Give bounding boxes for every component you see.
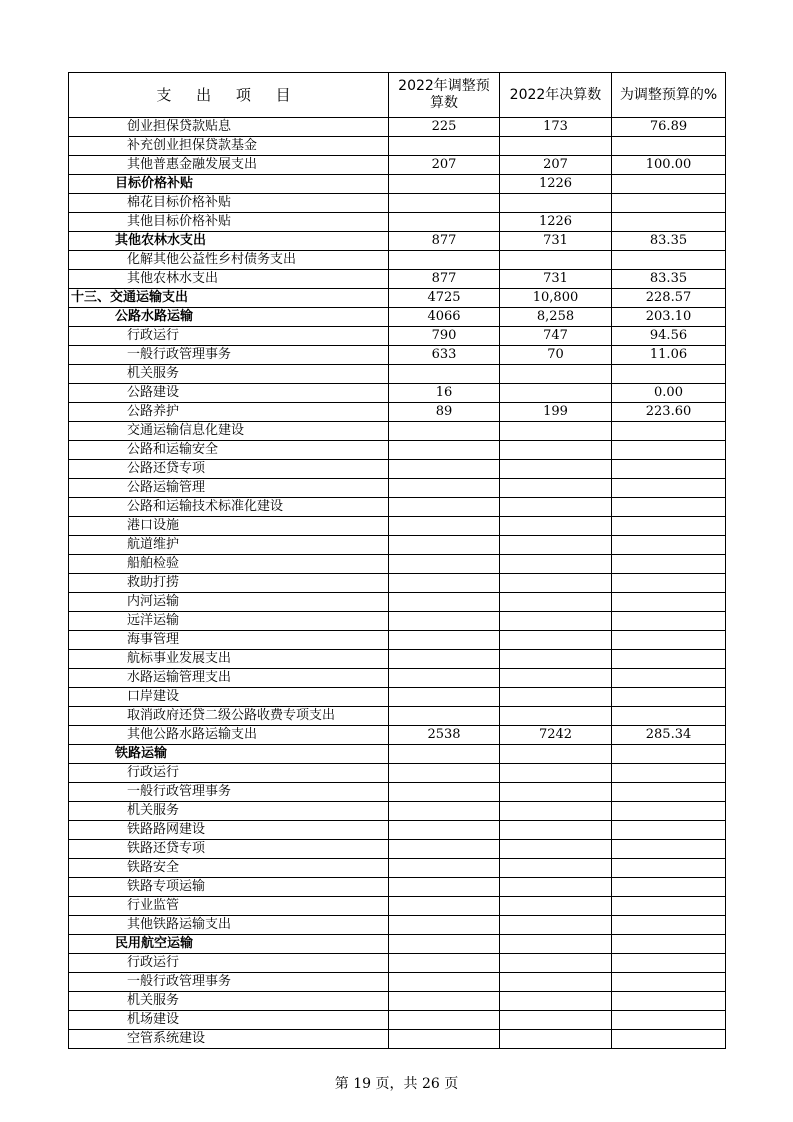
table-row <box>69 251 726 270</box>
row-budget-value <box>389 859 500 878</box>
row-percent-value: 228.57 <box>612 289 726 308</box>
row-percent-value: 83.35 <box>612 232 726 251</box>
row-final-value <box>500 460 612 479</box>
table-row <box>69 137 726 156</box>
table-row <box>69 859 726 878</box>
row-budget-value <box>389 251 500 270</box>
table-row <box>69 308 726 327</box>
row-percent-value <box>612 840 726 859</box>
row-percent-value <box>612 251 726 270</box>
table-row <box>69 498 726 517</box>
row-item-name: 一般行政管理事务 <box>69 346 389 365</box>
row-item-name: 铁路还贷专项 <box>69 840 389 859</box>
row-percent-value <box>612 821 726 840</box>
page-footer: 第 19 页，共 26 页 <box>334 1076 459 1092</box>
row-final-value <box>500 137 612 156</box>
row-item-name: 水路运输管理支出 <box>69 669 389 688</box>
row-final-value: 731 <box>500 270 612 289</box>
row-budget-value <box>389 631 500 650</box>
row-final-value: 1226 <box>500 175 612 194</box>
table-row <box>69 631 726 650</box>
row-budget-value: 4066 <box>389 308 500 327</box>
row-final-value <box>500 802 612 821</box>
row-budget-value: 89 <box>389 403 500 422</box>
table-row <box>69 840 726 859</box>
table-row <box>69 384 726 403</box>
table-row <box>69 1030 726 1049</box>
row-final-value <box>500 669 612 688</box>
row-percent-value <box>612 688 726 707</box>
row-percent-value <box>612 954 726 973</box>
row-budget-value <box>389 878 500 897</box>
row-percent-value <box>612 498 726 517</box>
row-budget-value <box>389 1011 500 1030</box>
row-item-name: 其他农林水支出 <box>69 232 389 251</box>
row-item-name: 航道维护 <box>69 536 389 555</box>
row-percent-value: 83.35 <box>612 270 726 289</box>
row-item-name: 棉花目标价格补贴 <box>69 194 389 213</box>
row-budget-value <box>389 802 500 821</box>
row-budget-value <box>389 764 500 783</box>
table-row <box>69 973 726 992</box>
row-final-value <box>500 897 612 916</box>
row-final-value <box>500 384 612 403</box>
row-final-value <box>500 840 612 859</box>
row-final-value: 173 <box>500 118 612 137</box>
row-item-name: 公路和运输安全 <box>69 441 389 460</box>
row-budget-value <box>389 498 500 517</box>
row-final-value <box>500 1011 612 1030</box>
row-budget-value <box>389 517 500 536</box>
row-budget-value <box>389 213 500 232</box>
row-budget-value <box>389 745 500 764</box>
table-row <box>69 916 726 935</box>
table-row <box>69 650 726 669</box>
row-final-value <box>500 251 612 270</box>
row-item-name: 一般行政管理事务 <box>69 783 389 802</box>
table-row <box>69 232 726 251</box>
row-percent-value <box>612 973 726 992</box>
row-percent-value <box>612 479 726 498</box>
row-item-name: 远洋运输 <box>69 612 389 631</box>
row-budget-value <box>389 783 500 802</box>
row-final-value <box>500 517 612 536</box>
row-item-name: 海事管理 <box>69 631 389 650</box>
row-final-value <box>500 479 612 498</box>
table-row <box>69 935 726 954</box>
row-item-name: 目标价格补贴 <box>69 175 389 194</box>
row-item-name: 救助打捞 <box>69 574 389 593</box>
row-budget-value <box>389 536 500 555</box>
row-final-value <box>500 612 612 631</box>
row-final-value <box>500 631 612 650</box>
row-final-value <box>500 555 612 574</box>
row-budget-value <box>389 992 500 1011</box>
table-row <box>69 612 726 631</box>
table-row <box>69 574 726 593</box>
row-budget-value <box>389 593 500 612</box>
row-final-value <box>500 783 612 802</box>
row-budget-value <box>389 137 500 156</box>
row-percent-value: 285.34 <box>612 726 726 745</box>
row-budget-value: 2538 <box>389 726 500 745</box>
table-row <box>69 289 726 308</box>
row-budget-value <box>389 688 500 707</box>
row-percent-value <box>612 802 726 821</box>
row-budget-value <box>389 973 500 992</box>
row-item-name: 机场建设 <box>69 1011 389 1030</box>
table-row <box>69 460 726 479</box>
row-budget-value: 4725 <box>389 289 500 308</box>
table-row <box>69 821 726 840</box>
row-item-name: 创业担保贷款贴息 <box>69 118 389 137</box>
row-percent-value <box>612 612 726 631</box>
table-row <box>69 688 726 707</box>
header-budget: 2022年调整预算数 <box>389 73 500 118</box>
row-final-value: 747 <box>500 327 612 346</box>
row-item-name: 化解其他公益性乡村债务支出 <box>69 251 389 270</box>
row-final-value <box>500 194 612 213</box>
row-final-value: 8,258 <box>500 308 612 327</box>
row-percent-value <box>612 631 726 650</box>
row-item-name: 交通运输信息化建设 <box>69 422 389 441</box>
row-final-value: 731 <box>500 232 612 251</box>
table-row <box>69 403 726 422</box>
row-item-name: 船舶检验 <box>69 555 389 574</box>
row-percent-value <box>612 745 726 764</box>
row-percent-value <box>612 137 726 156</box>
header-percent: 为调整预算的% <box>612 73 726 118</box>
table-row <box>69 156 726 175</box>
row-budget-value <box>389 612 500 631</box>
row-percent-value <box>612 992 726 1011</box>
row-final-value <box>500 536 612 555</box>
row-final-value <box>500 764 612 783</box>
row-item-name: 公路运输管理 <box>69 479 389 498</box>
row-item-name: 公路养护 <box>69 403 389 422</box>
table-row <box>69 194 726 213</box>
row-item-name: 铁路专项运输 <box>69 878 389 897</box>
row-final-value: 1226 <box>500 213 612 232</box>
row-item-name: 机关服务 <box>69 365 389 384</box>
table-row <box>69 897 726 916</box>
table-row <box>69 175 726 194</box>
table-row <box>69 593 726 612</box>
row-percent-value: 223.60 <box>612 403 726 422</box>
row-item-name: 公路还贷专项 <box>69 460 389 479</box>
row-item-name: 航标事业发展支出 <box>69 650 389 669</box>
row-percent-value <box>612 935 726 954</box>
table-row <box>69 536 726 555</box>
row-final-value <box>500 1030 612 1049</box>
row-percent-value <box>612 194 726 213</box>
row-final-value <box>500 593 612 612</box>
row-final-value <box>500 441 612 460</box>
row-percent-value <box>612 593 726 612</box>
row-budget-value <box>389 441 500 460</box>
row-percent-value <box>612 441 726 460</box>
row-budget-value <box>389 935 500 954</box>
table-row <box>69 346 726 365</box>
row-budget-value <box>389 954 500 973</box>
row-item-name: 其他公路水路运输支出 <box>69 726 389 745</box>
row-budget-value <box>389 897 500 916</box>
expenditure-table <box>68 72 726 1049</box>
row-item-name: 空管系统建设 <box>69 1030 389 1049</box>
row-budget-value <box>389 555 500 574</box>
row-item-name: 民用航空运输 <box>69 935 389 954</box>
row-item-name: 行政运行 <box>69 327 389 346</box>
row-final-value <box>500 878 612 897</box>
row-budget-value <box>389 175 500 194</box>
row-percent-value <box>612 555 726 574</box>
row-percent-value <box>612 574 726 593</box>
row-item-name: 铁路路网建设 <box>69 821 389 840</box>
row-final-value <box>500 688 612 707</box>
row-budget-value <box>389 821 500 840</box>
row-final-value <box>500 916 612 935</box>
row-percent-value <box>612 897 726 916</box>
row-final-value: 10,800 <box>500 289 612 308</box>
row-final-value <box>500 859 612 878</box>
row-item-name: 取消政府还贷二级公路收费专项支出 <box>69 707 389 726</box>
row-budget-value <box>389 422 500 441</box>
row-final-value <box>500 992 612 1011</box>
row-final-value: 70 <box>500 346 612 365</box>
table-row <box>69 878 726 897</box>
row-item-name: 内河运输 <box>69 593 389 612</box>
row-final-value <box>500 422 612 441</box>
row-percent-value <box>612 1011 726 1030</box>
row-percent-value <box>612 517 726 536</box>
row-item-name: 其他目标价格补贴 <box>69 213 389 232</box>
row-percent-value <box>612 422 726 441</box>
row-percent-value <box>612 916 726 935</box>
row-percent-value: 76.89 <box>612 118 726 137</box>
row-percent-value: 203.10 <box>612 308 726 327</box>
row-item-name: 其他普惠金融发展支出 <box>69 156 389 175</box>
row-item-name: 铁路安全 <box>69 859 389 878</box>
row-item-name: 其他铁路运输支出 <box>69 916 389 935</box>
row-budget-value: 207 <box>389 156 500 175</box>
table-row <box>69 764 726 783</box>
row-budget-value: 877 <box>389 232 500 251</box>
table-row <box>69 1011 726 1030</box>
row-percent-value: 0.00 <box>612 384 726 403</box>
row-percent-value <box>612 460 726 479</box>
row-budget-value: 16 <box>389 384 500 403</box>
row-item-name: 行政运行 <box>69 954 389 973</box>
table-row <box>69 213 726 232</box>
row-budget-value: 633 <box>389 346 500 365</box>
row-budget-value <box>389 365 500 384</box>
row-final-value <box>500 498 612 517</box>
table-header <box>69 73 726 118</box>
row-final-value <box>500 650 612 669</box>
row-item-name: 港口设施 <box>69 517 389 536</box>
row-budget-value <box>389 669 500 688</box>
row-percent-value <box>612 1030 726 1049</box>
row-percent-value <box>612 669 726 688</box>
row-budget-value: 877 <box>389 270 500 289</box>
table-row <box>69 745 726 764</box>
row-percent-value <box>612 707 726 726</box>
row-final-value: 199 <box>500 403 612 422</box>
header-item: 支 出 项 目 <box>69 73 389 118</box>
row-percent-value <box>612 783 726 802</box>
row-budget-value <box>389 479 500 498</box>
row-budget-value: 790 <box>389 327 500 346</box>
row-percent-value <box>612 859 726 878</box>
row-final-value: 207 <box>500 156 612 175</box>
row-final-value <box>500 574 612 593</box>
row-item-name: 公路和运输技术标准化建设 <box>69 498 389 517</box>
row-percent-value <box>612 175 726 194</box>
table-row <box>69 118 726 137</box>
row-budget-value <box>389 916 500 935</box>
table-row <box>69 726 726 745</box>
row-percent-value <box>612 650 726 669</box>
row-percent-value: 100.00 <box>612 156 726 175</box>
row-item-name: 其他农林水支出 <box>69 270 389 289</box>
row-percent-value <box>612 365 726 384</box>
row-budget-value <box>389 574 500 593</box>
header-final: 2022年决算数 <box>500 73 612 118</box>
row-final-value <box>500 707 612 726</box>
row-percent-value: 11.06 <box>612 346 726 365</box>
table-row <box>69 327 726 346</box>
row-item-name: 公路建设 <box>69 384 389 403</box>
table-row <box>69 992 726 1011</box>
row-percent-value <box>612 213 726 232</box>
row-budget-value <box>389 460 500 479</box>
row-budget-value <box>389 650 500 669</box>
row-item-name: 机关服务 <box>69 992 389 1011</box>
row-budget-value: 225 <box>389 118 500 137</box>
row-budget-value <box>389 194 500 213</box>
row-item-name: 铁路运输 <box>69 745 389 764</box>
row-final-value <box>500 935 612 954</box>
row-final-value <box>500 745 612 764</box>
table-row <box>69 517 726 536</box>
table-row <box>69 479 726 498</box>
row-percent-value <box>612 764 726 783</box>
row-item-name: 机关服务 <box>69 802 389 821</box>
table-row <box>69 669 726 688</box>
row-item-name: 行政运行 <box>69 764 389 783</box>
row-final-value <box>500 821 612 840</box>
header-row <box>69 73 726 118</box>
row-item-name: 公路水路运输 <box>69 308 389 327</box>
table-body <box>69 118 726 1049</box>
table-row <box>69 783 726 802</box>
table-row <box>69 802 726 821</box>
row-budget-value <box>389 707 500 726</box>
table-row <box>69 422 726 441</box>
row-percent-value: 94.56 <box>612 327 726 346</box>
row-percent-value <box>612 536 726 555</box>
table-row <box>69 954 726 973</box>
row-budget-value <box>389 1030 500 1049</box>
table-row <box>69 270 726 289</box>
table-row <box>69 707 726 726</box>
row-final-value <box>500 973 612 992</box>
expenditure-table-container <box>68 72 725 1049</box>
row-final-value: 7242 <box>500 726 612 745</box>
row-final-value <box>500 365 612 384</box>
row-item-name: 十三、交通运输支出 <box>69 289 389 308</box>
row-final-value <box>500 954 612 973</box>
table-row <box>69 365 726 384</box>
row-budget-value <box>389 840 500 859</box>
row-item-name: 一般行政管理事务 <box>69 973 389 992</box>
table-row <box>69 441 726 460</box>
row-item-name: 行业监管 <box>69 897 389 916</box>
row-item-name: 补充创业担保贷款基金 <box>69 137 389 156</box>
row-percent-value <box>612 878 726 897</box>
table-row <box>69 555 726 574</box>
row-item-name: 口岸建设 <box>69 688 389 707</box>
